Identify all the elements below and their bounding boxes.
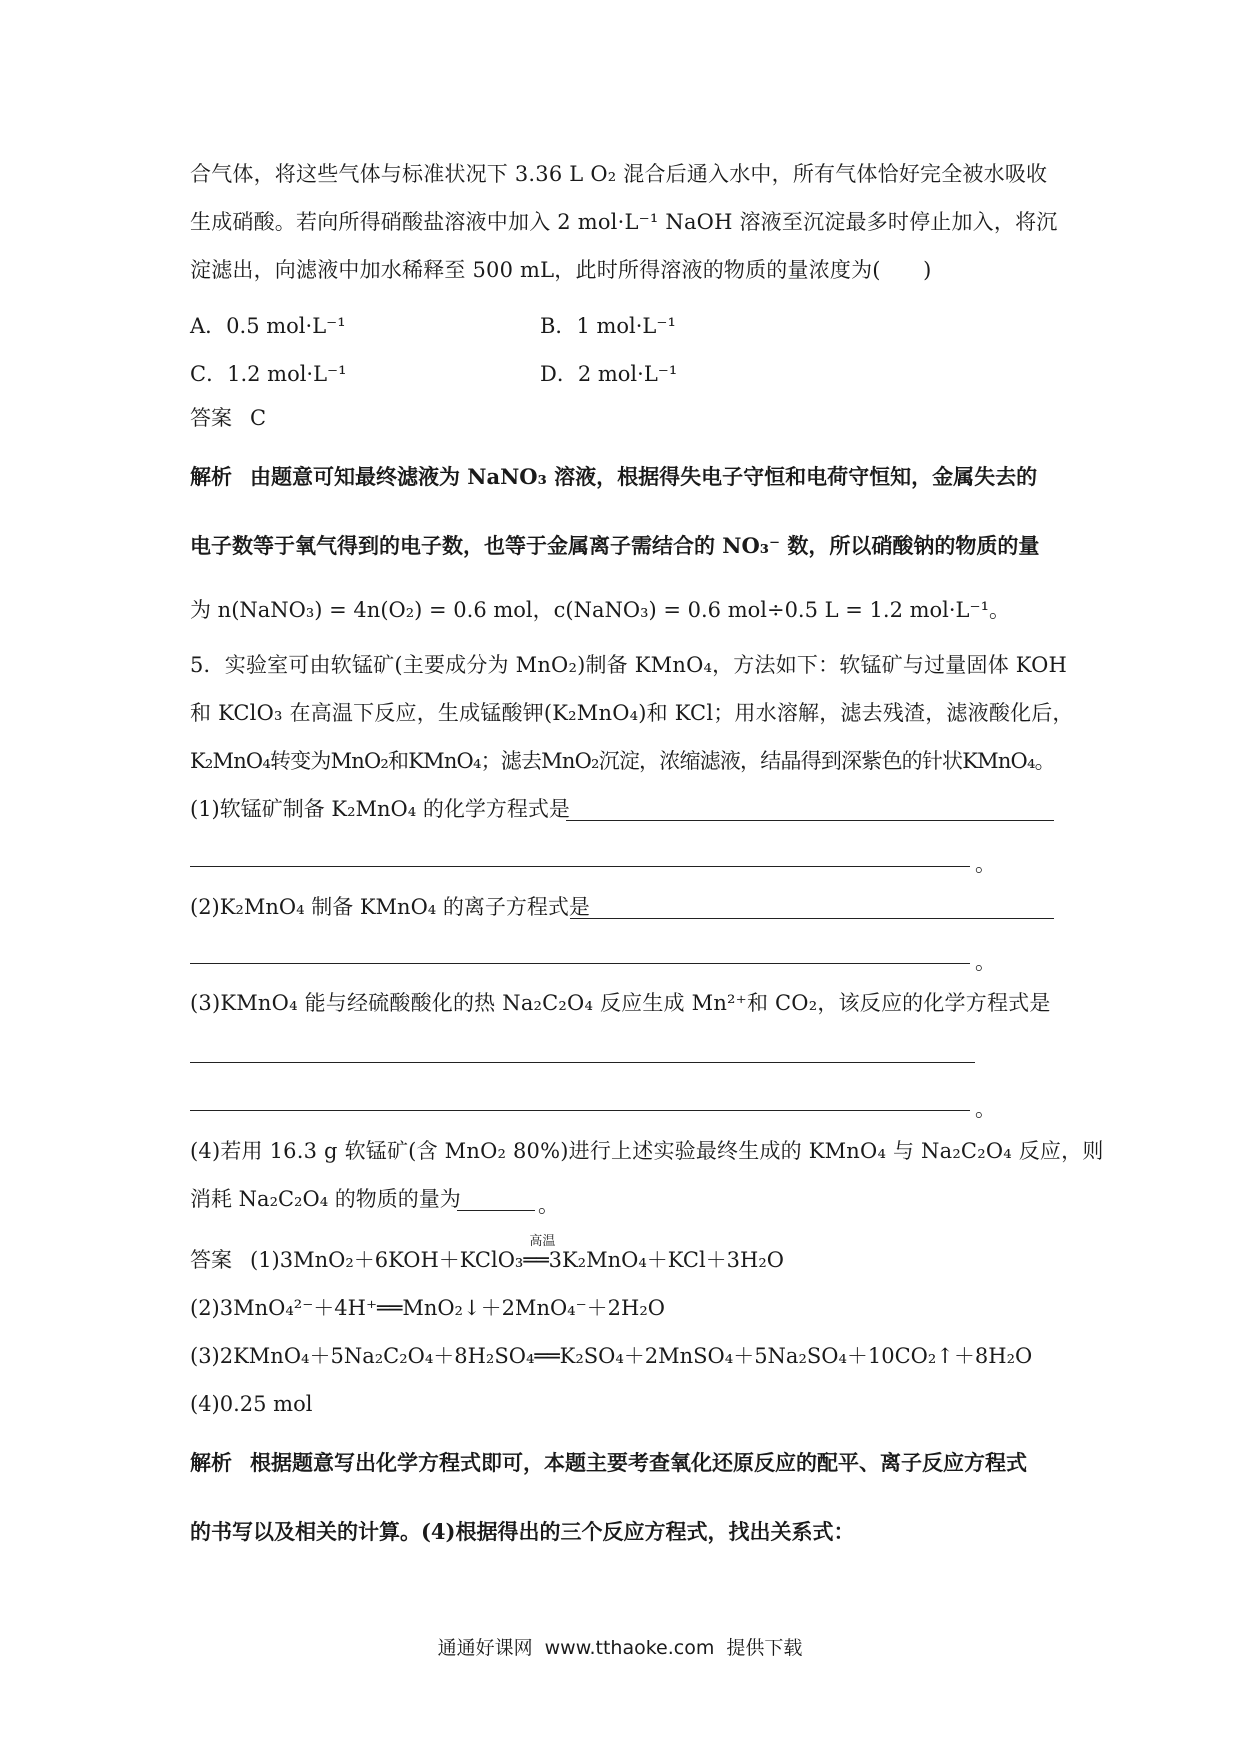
q4-stem-line-3: 淀滤出，向滤液中加水稀释至 500 mL，此时所得溶液的物质的量浓度为( ) <box>190 258 932 282</box>
q5-stem-line-3: K₂MnO₄转变为MnO₂和KMnO₄；滤去MnO₂沉淀，浓缩滤液，结晶得到深紫色的针状KMnO₄。 <box>190 749 1055 773</box>
q5-analysis-label: 解析 <box>190 1450 232 1475</box>
q4-stem-line-2: 生成硝酸。若向所得硝酸盐溶液中加入 2 mol·L⁻¹ NaOH 溶液至沉淀最多时停止加入，将沉 <box>190 210 1058 234</box>
q5-answer-4: (4)0.25 mol <box>190 1392 313 1416</box>
q4-analysis-line-2: 电子数等于氧气得到的电子数，也等于金属离子需结合的 NO₃⁻ 数，所以硝酸钠的物质的量 <box>190 533 1040 558</box>
q5-sub4-line-2 <box>190 1189 461 1210</box>
page-footer <box>0 1633 1240 1660</box>
footer-site-name: 通通好课网 <box>437 1637 533 1659</box>
q5-answer-1-right: 3K₂MnO₄＋KCl＋3H₂O <box>548 1248 784 1272</box>
q5-sub1-period: 。 <box>975 852 996 876</box>
footer-suffix: 提供下载 <box>726 1637 803 1659</box>
q4-analysis-label: 解析 <box>190 464 232 489</box>
option-c-text: 1.2 mol·L⁻¹ <box>227 362 347 386</box>
option-b-letter: B． <box>540 314 577 338</box>
q5-sub1-blank-2[interactable] <box>190 866 970 867</box>
option-d-letter: D． <box>540 362 578 386</box>
q5-sub1-blank-1[interactable] <box>566 820 1054 821</box>
q5-sub2: (2)K₂MnO₄ 制备 KMnO₄ 的离子方程式是 <box>190 895 590 919</box>
q5-answer-2: (2)3MnO₄²⁻＋4H⁺══MnO₂↓＋2MnO₄⁻＋2H₂O <box>190 1296 665 1320</box>
option-a <box>190 310 346 340</box>
option-c <box>190 358 347 388</box>
option-b <box>540 310 676 340</box>
q5-analysis-text-1: 根据题意写出化学方程式即可，本题主要考查氧化还原反应的配平、离子反应方程式 <box>250 1450 1027 1475</box>
q4-answer-value: C <box>250 406 267 430</box>
footer-url[interactable]: www.tthaoke.com <box>544 1637 715 1659</box>
q4-answer-label: 答案 <box>190 406 232 430</box>
q4-stem-line-1: 合气体，将这些气体与标准状况下 3.36 L O₂ 混合后通入水中，所有气体恰好完全被水吸收 <box>190 162 1048 186</box>
q5-sub3-blank-1[interactable] <box>190 1062 975 1063</box>
q5-analysis-line-2: 的书写以及相关的计算。(4)根据得出的三个反应方程式，找出关系式： <box>190 1519 855 1544</box>
reaction-condition: 高温 ══ <box>523 1234 556 1272</box>
q4-analysis-line-3: 为 n(NaNO₃) = 4n(O₂) = 0.6 mol，c(NaNO₃) = 0.6 mol÷0.5 L = 1.2 mol·L⁻¹。 <box>190 598 1011 622</box>
q5-sub1: (1)软锰矿制备 K₂MnO₄ 的化学方程式是 <box>190 797 570 821</box>
q5-sub2-blank-1[interactable] <box>570 918 1054 919</box>
reaction-condition-label: 高温 <box>529 1234 556 1249</box>
option-c-letter: C． <box>190 362 228 386</box>
q5-stem-line-1: 5．实验室可由软锰矿(主要成分为 MnO₂)制备 KMnO₄，方法如下：软锰矿与过量固体 KOH <box>190 653 1068 677</box>
q5-sub4-period: 。 <box>538 1193 559 1217</box>
q4-answer <box>190 408 266 429</box>
option-b-text: 1 mol·L⁻¹ <box>576 314 676 338</box>
q5-answer-1-left: (1)3MnO₂＋6KOH＋KClO₃ <box>250 1248 524 1272</box>
q5-analysis-line-1 <box>190 1452 1027 1473</box>
q5-sub4-text: 消耗 Na₂C₂O₄ 的物质的量为 <box>190 1187 461 1211</box>
q5-sub3-period: 。 <box>975 1097 996 1121</box>
option-a-letter: A． <box>190 314 227 338</box>
q5-sub3: (3)KMnO₄ 能与经硫酸酸化的热 Na₂C₂O₄ 反应生成 Mn²⁺和 CO₂，该反应的化学方程式是 <box>190 991 1051 1015</box>
q5-sub2-period: 。 <box>975 950 996 974</box>
option-a-text: 0.5 mol·L⁻¹ <box>226 314 346 338</box>
q4-analysis-line-1 <box>190 466 1037 487</box>
q5-answer-1 <box>190 1234 784 1272</box>
q5-answer-label: 答案 <box>190 1248 232 1272</box>
q5-sub2-blank-2[interactable] <box>190 963 970 964</box>
q5-sub4-blank[interactable] <box>457 1210 535 1211</box>
option-d <box>540 358 677 388</box>
q5-sub4-line-1: (4)若用 16.3 g 软锰矿(含 MnO₂ 80%)进行上述实验最终生成的 KMnO₄ 与 Na₂C₂O₄ 反应，则 <box>190 1139 1104 1163</box>
q5-stem-line-2: 和 KClO₃ 在高温下反应，生成锰酸钾(K₂MnO₄)和 KCl；用水溶解，滤去残渣，滤液酸化后， <box>190 701 1074 725</box>
q4-analysis-text-1: 由题意可知最终滤液为 NaNO₃ 溶液，根据得失电子守恒和电荷守恒知，金属失去的 <box>250 464 1038 489</box>
q5-answer-3: (3)2KMnO₄＋5Na₂C₂O₄＋8H₂SO₄══K₂SO₄＋2MnSO₄＋5Na₂SO₄＋10CO₂↑＋8H₂O <box>190 1344 1033 1368</box>
option-d-text: 2 mol·L⁻¹ <box>577 362 678 386</box>
q5-sub3-blank-2[interactable] <box>190 1110 970 1111</box>
